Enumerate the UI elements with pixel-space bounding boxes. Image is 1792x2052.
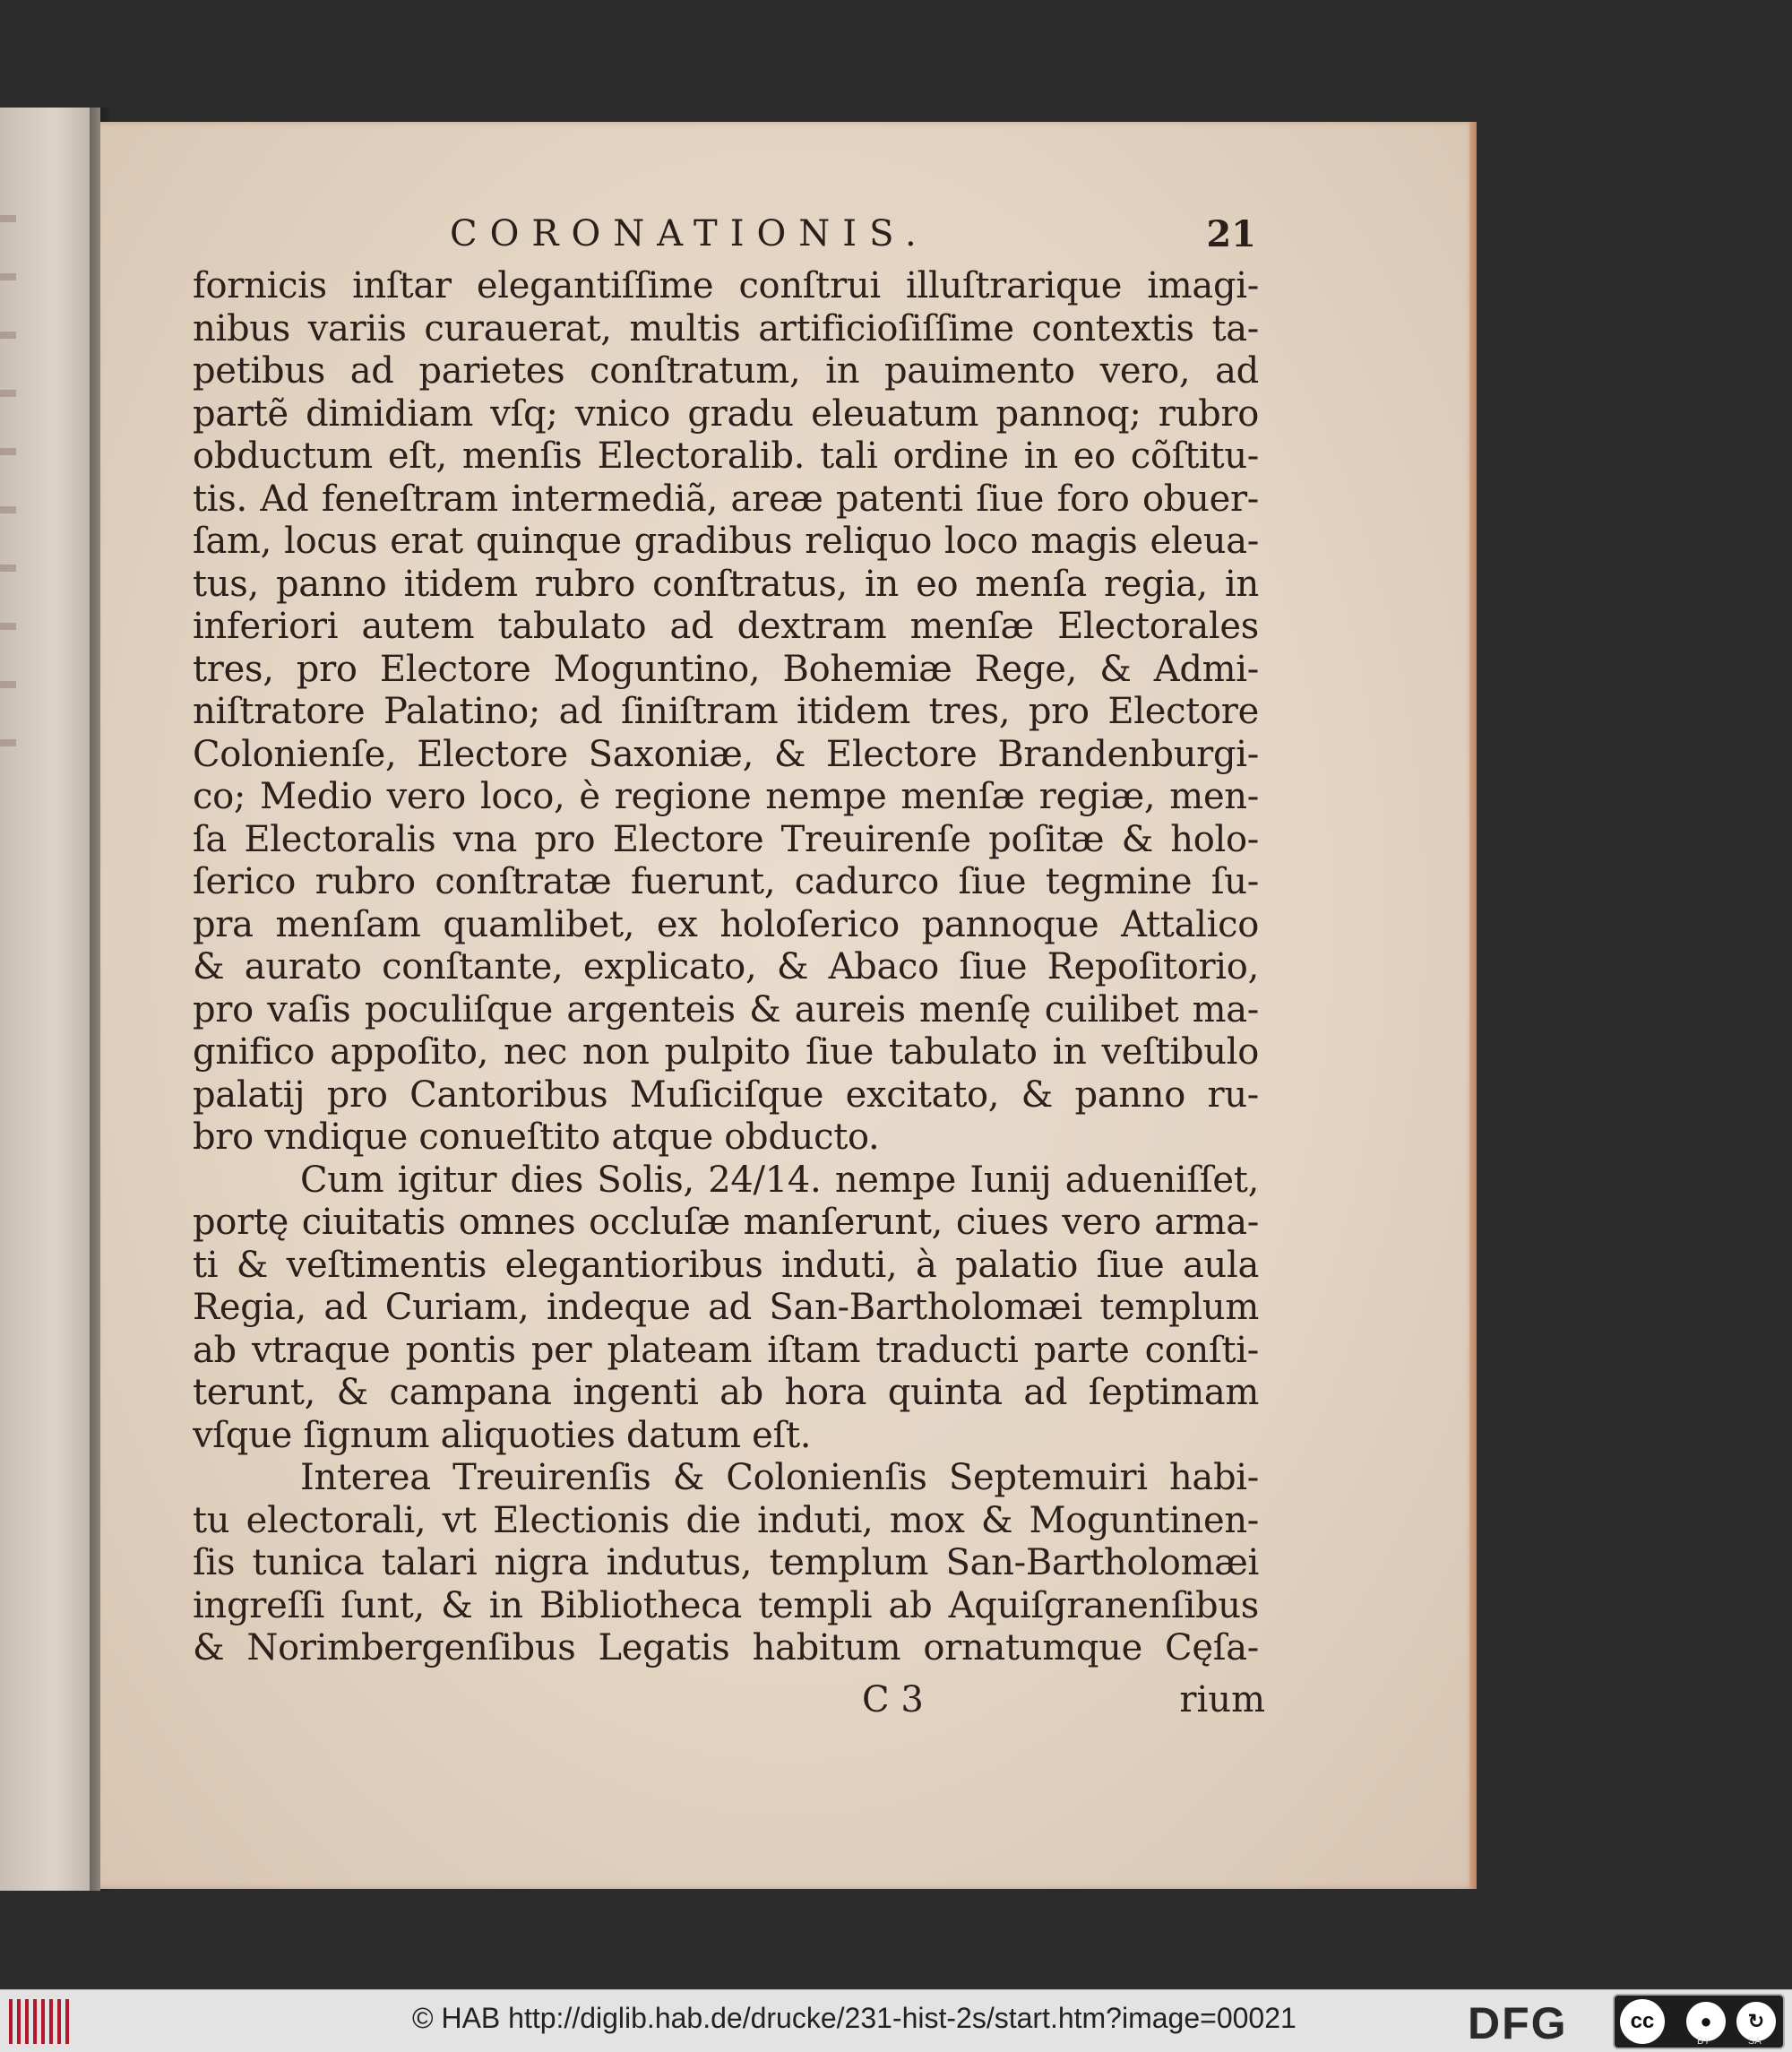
- text-line: tis. Ad feneſtram intermediã, areæ patenti ſiue foro obuer-: [193, 478, 1259, 520]
- text-line: niſtratore Palatino; ad ſiniſtram itidem tres, pro Electore: [193, 691, 1259, 732]
- bleed-mark: [0, 448, 16, 455]
- text-line: inferiori autem tabulato ad dextram menſæ Electorales: [193, 606, 1259, 647]
- text-line: gnifico appoſito, nec non pulpito ſiue tabulato in veſtibulo: [193, 1031, 1259, 1073]
- text-line: ti & veſtimentis elegantioribus induti, à palatio ſiue aula: [193, 1244, 1259, 1286]
- text-line: Colonienſe, Electore Saxoniæ, & Electore Brandenburgi-: [193, 733, 1259, 775]
- bleed-mark: [0, 506, 16, 513]
- text-line: petibus ad parietes conſtratum, in pauimento vero, ad: [193, 350, 1259, 392]
- text-line: ſam, locus erat quinque gradibus reliquo loco magis eleua-: [193, 521, 1259, 562]
- text-line: nibus variis curauerat, multis artificioſiſſime contextis ta-: [193, 307, 1259, 349]
- text-line: ingreſſi ſunt, & in Bibliotheca templi ab Aquiſgranenſibus: [193, 1584, 1259, 1626]
- text-line: pra menſam quamlibet, ex holoſerico pannoque Attalico: [193, 903, 1259, 945]
- catchword: rium: [1179, 1679, 1265, 1720]
- text-line: Regia, ad Curiam, indeque ad San-Bartholomæi templum: [193, 1287, 1259, 1328]
- text-line: ſis tunica talari nigra indutus, templum San-Bartholomæi: [193, 1542, 1259, 1583]
- license-by-label: BY: [1697, 2036, 1710, 2047]
- running-title: CORONATIONIS.: [450, 213, 929, 254]
- dfg-logo[interactable]: DFG: [1468, 1998, 1568, 2048]
- text-line: ab vtraque pontis per plateam iſtam traducti parte conſti-: [193, 1329, 1259, 1371]
- bleed-mark: [0, 273, 16, 280]
- text-line: obductum eſt, menſis Electoralib. tali ordine in eo cõſtitu-: [193, 435, 1259, 477]
- bleed-mark: [0, 390, 16, 397]
- page-header: [450, 213, 1256, 262]
- cc-icon: cc: [1620, 1999, 1665, 2044]
- share-alike-icon: ↻: [1736, 2002, 1776, 2041]
- text-line: tu electorali, vt Electionis die induti, mox & Moguntinen-: [193, 1499, 1259, 1541]
- text-line: portę ciuitatis omnes occluſæ manſerunt, ciues vero arma-: [193, 1202, 1259, 1243]
- text-line: ſa Electoralis vna pro Electore Treuirenſe poſitæ & holo-: [193, 818, 1259, 860]
- bleed-mark: [0, 681, 16, 688]
- text-line: terunt, & campana ingenti ab hora quinta ad ſeptimam: [193, 1372, 1259, 1413]
- facing-page-edge: [0, 108, 100, 1891]
- text-line: & aurato conſtante, explicato, & Abaco ſiue Repoſitorio,: [193, 946, 1259, 987]
- text-line: Interea Treuirenſis & Colonienſis Septemuiri habi-: [300, 1457, 1259, 1498]
- text-line: tus, panno itidem rubro conſtratus, in eo menſa regia, in: [193, 563, 1259, 605]
- text-line: fornicis inſtar elegantiſſime conſtrui illuſtrarique imagi-: [193, 265, 1259, 306]
- license-sa-label: SA: [1748, 2036, 1762, 2047]
- book-page: [100, 122, 1477, 1889]
- bleed-mark: [0, 623, 16, 630]
- text-line: Cum igitur dies Solis, 24/14. nempe Iunij adueniſſet,: [300, 1159, 1259, 1201]
- page-foot: [862, 1679, 1265, 1724]
- copyright-link[interactable]: © HAB http://diglib.hab.de/drucke/231-hist-2s/start.htm?image=00021: [412, 2002, 1297, 2034]
- bleed-mark: [0, 215, 16, 222]
- text-line: & Norimbergenſibus Legatis habitum ornatumque Cęſa-: [193, 1627, 1259, 1668]
- text-line: palatij pro Cantoribus Muſiciſque excitato, & panno ru-: [193, 1073, 1259, 1116]
- signature-mark: C 3: [862, 1679, 924, 1720]
- attribution-icon: ●: [1686, 2002, 1726, 2041]
- viewer-footer: [0, 1989, 1792, 2052]
- text-line: ſerico rubro conſtratæ fuerunt, cadurco ſiue tegmine ſu-: [193, 861, 1259, 902]
- bleed-mark: [0, 565, 16, 572]
- page-number: 21: [1206, 213, 1256, 255]
- text-line: tres, pro Electore Moguntino, Bohemiæ Rege, & Admi-: [193, 648, 1259, 690]
- bleed-mark: [0, 332, 16, 339]
- text-line: bro vndique conueſtito atque obducto.: [193, 1117, 880, 1158]
- barcode-icon: [9, 1999, 73, 2044]
- text-line: vſque ſignum aliquoties datum eſt.: [193, 1414, 812, 1456]
- bleed-mark: [0, 739, 16, 746]
- body-text: [193, 265, 1259, 1670]
- text-line: partẽ dimidiam vſq; vnico gradu eleuatum pannoq; rubro: [193, 392, 1259, 435]
- text-line: pro vaſis poculiſque argenteis & aureis menſę cuilibet ma-: [193, 988, 1259, 1030]
- license-badge[interactable]: [1613, 1994, 1785, 2049]
- text-line: co; Medio vero loco, è regione nempe menſæ regiæ, men-: [193, 776, 1259, 817]
